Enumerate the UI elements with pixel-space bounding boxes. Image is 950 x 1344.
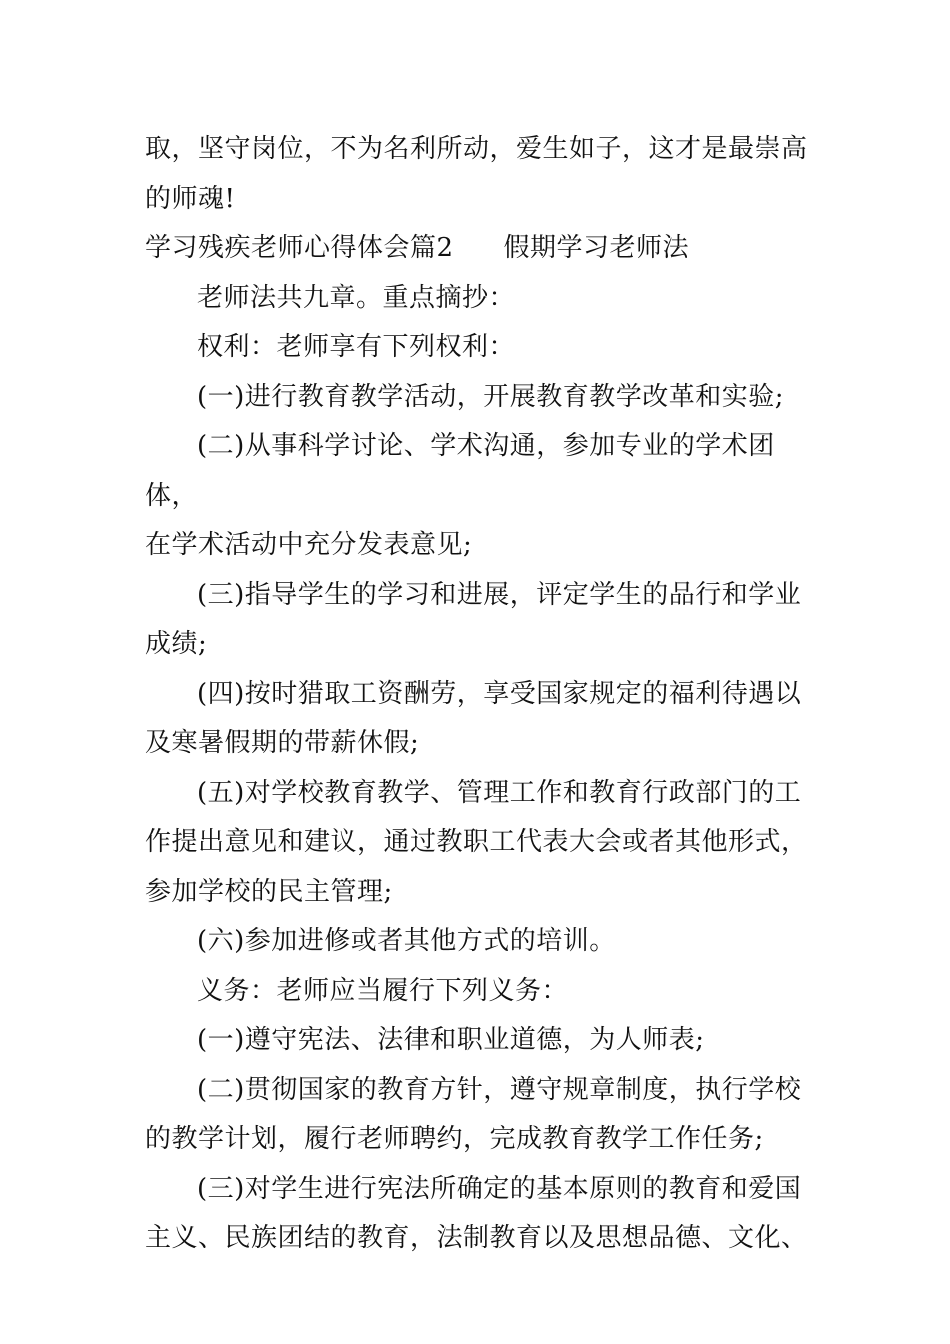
- section-heading: [145, 224, 825, 274]
- text-line: (六)参加进修或者其他方式的培训。: [197, 926, 616, 956]
- text-line: 作提出意见和建议，通过教职工代表大会或者其他形式，: [145, 827, 808, 857]
- text-line: 参加学校的民主管理;: [145, 876, 393, 907]
- text-line: (三)对学生进行宪法所确定的基本原则的教育和爱国: [197, 1173, 802, 1204]
- text-line: 成绩;: [145, 629, 208, 659]
- text-line: (一)遵守宪法、法律和职业道德，为人师表;: [197, 1025, 705, 1055]
- text-line: 权利：老师享有下列权利：: [197, 332, 516, 362]
- text-line: 及寒暑假期的带薪休假;: [145, 728, 420, 758]
- text-line: (二)贯彻国家的教育方针，遵守规章制度，执行学校: [197, 1074, 802, 1105]
- text-line: (三)指导学生的学习和进展，评定学生的品行和学业: [197, 579, 802, 610]
- text-line: (一)进行教育教学活动，开展教育教学改革和实验;: [197, 381, 785, 412]
- text-line: 老师法共九章。重点摘抄：: [197, 282, 516, 313]
- text-line: 在学术活动中充分发表意见;: [145, 530, 473, 560]
- section-heading-subtitle: 假期学习老师法: [503, 233, 690, 263]
- text-line: 义务：老师应当履行下列义务：: [197, 975, 569, 1006]
- text-line: 的师魂!: [145, 183, 236, 214]
- text-line: 取，坚守岗位，不为名利所动，爱生如子，这才是最崇高: [145, 134, 808, 164]
- text-line: 的教学计划，履行老师聘约，完成教育教学工作任务;: [145, 1124, 764, 1154]
- text-line: 主义、民族团结的教育，法制教育以及思想品德、文化、: [145, 1223, 808, 1253]
- text-line: (五)对学校教育教学、管理工作和教育行政部门的工: [197, 777, 802, 808]
- section-heading-title: 学习残疾老师心得体会篇2: [145, 233, 454, 263]
- text-line: (四)按时猎取工资酬劳，享受国家规定的福利待遇以: [197, 678, 802, 709]
- text-line: (二)从事科学讨论、学术沟通，参加专业的学术团体，: [145, 431, 775, 511]
- document-body: [145, 125, 825, 1264]
